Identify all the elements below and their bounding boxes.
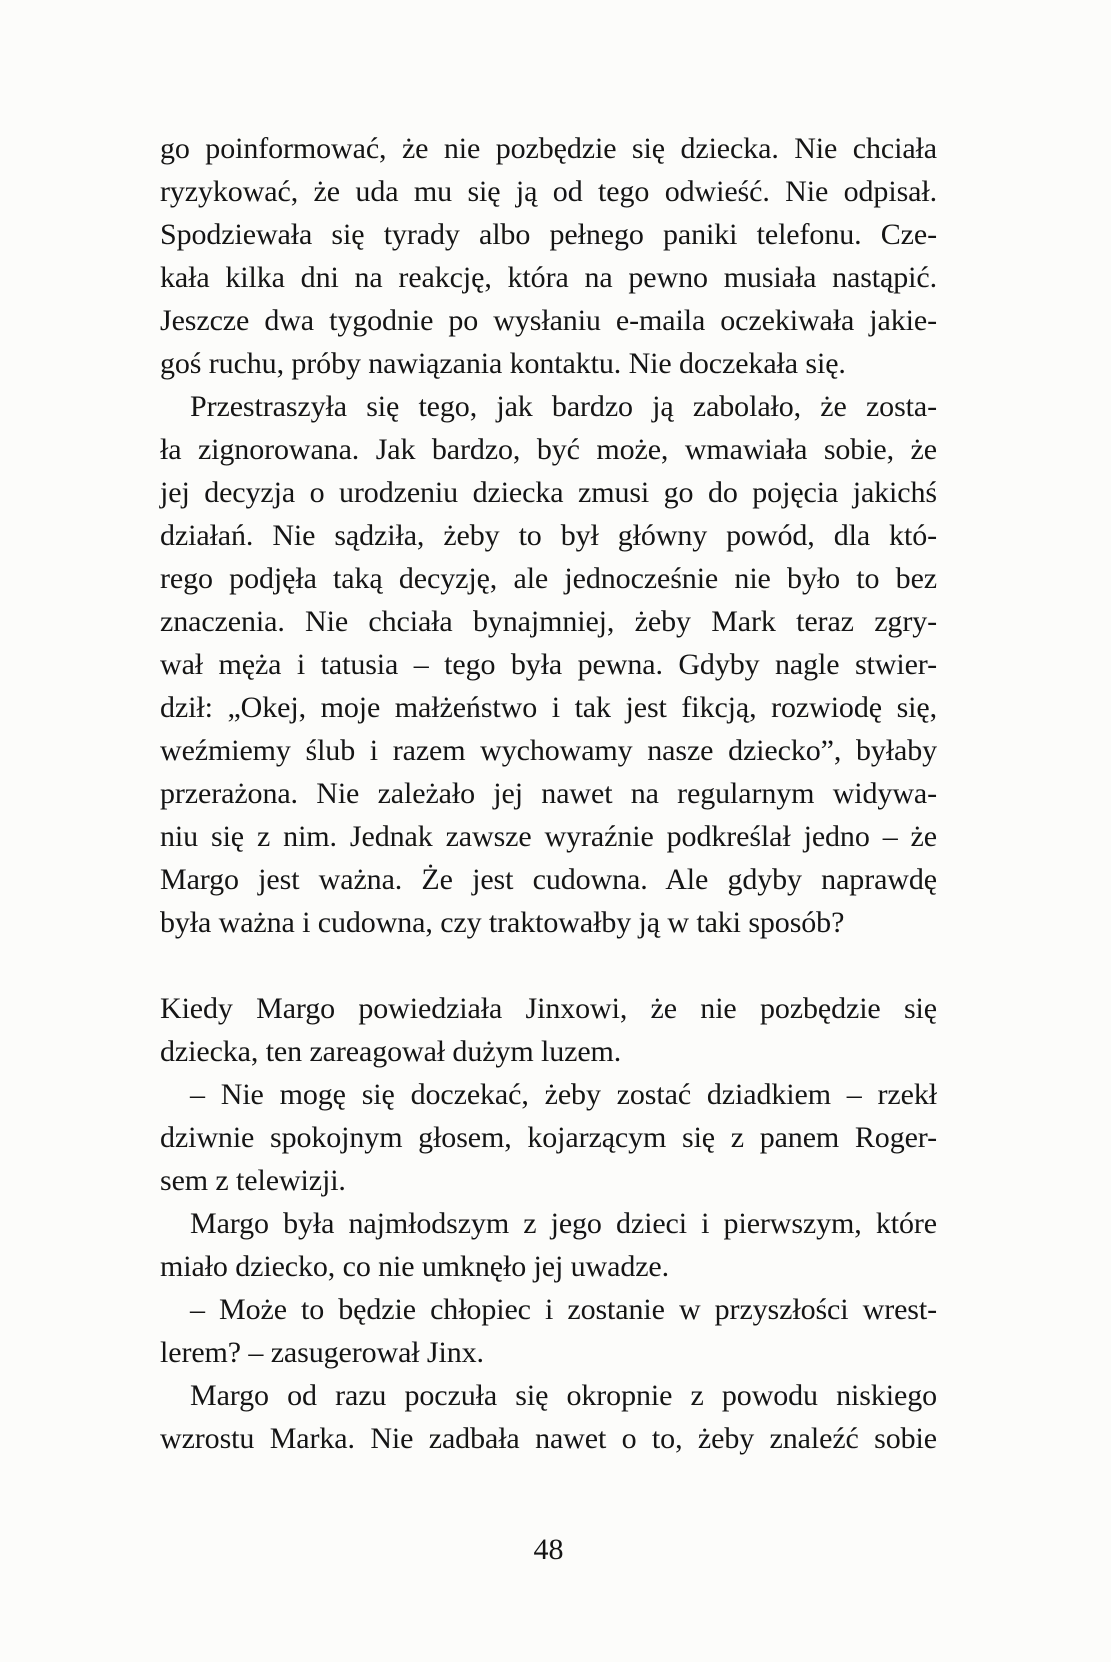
text-line: działań. Nie sądziła, żeby to był główny powód, dla któ- (160, 519, 937, 552)
paragraph (160, 987, 937, 1073)
text-line: Margo jest ważna. Że jest cudowna. Ale gdyby naprawdę (160, 863, 937, 896)
text-line: Margo od razu poczuła się okropnie z powodu niskiego (190, 1379, 937, 1412)
page-number: 48 (533, 1533, 564, 1566)
text-line: sem z telewizji. (160, 1164, 346, 1197)
text-line: weźmiemy ślub i razem wychowamy nasze dziecko”, byłaby (160, 734, 937, 767)
text-line: była ważna i cudowna, czy traktowałby ją w taki sposób? (160, 906, 845, 939)
text-line: rego podjęła taką decyzję, ale jednocześnie nie było to bez (160, 562, 937, 595)
text-line: – Może to będzie chłopiec i zostanie w przyszłości wrest- (190, 1293, 937, 1326)
text-line: go poinformować, że nie pozbędzie się dziecka. Nie chciała (160, 132, 937, 165)
paragraph (160, 1374, 937, 1460)
text-line: lerem? – zasugerował Jinx. (160, 1336, 484, 1369)
text-line: jej decyzja o urodzeniu dziecka zmusi go do pojęcia jakichś (160, 476, 937, 509)
text-line: wał męża i tatusia – tego była pewna. Gdyby nagle stwier- (160, 648, 937, 681)
text-line: Przestraszyła się tego, jak bardzo ją zabolało, że zosta- (190, 390, 937, 423)
text-block (160, 127, 937, 1460)
paragraph (160, 1202, 937, 1288)
text-line: Jeszcze dwa tygodnie po wysłaniu e-maila oczekiwała jakie- (160, 304, 937, 337)
text-line: znaczenia. Nie chciała bynajmniej, żeby Mark teraz zgry- (160, 605, 937, 638)
text-line: Kiedy Margo powiedziała Jinxowi, że nie pozbędzie się (160, 992, 937, 1025)
text-line: dził: „Okej, moje małżeństwo i tak jest fikcją, rozwiodę się, (160, 691, 937, 724)
paragraph (160, 127, 937, 385)
text-line: miało dziecko, co nie umknęło jej uwadze. (160, 1250, 670, 1283)
text-line: przerażona. Nie zależało jej nawet na regularnym widywa- (160, 777, 937, 810)
text-line: goś ruchu, próby nawiązania kontaktu. Nie doczekała się. (160, 347, 846, 380)
text-line: ryzykować, że uda mu się ją od tego odwieść. Nie odpisał. (160, 175, 937, 208)
paragraph (160, 1073, 937, 1202)
text-line: Spodziewała się tyrady albo pełnego paniki telefonu. Cze- (160, 218, 937, 251)
text-line: niu się z nim. Jednak zawsze wyraźnie podkreślał jedno – że (160, 820, 937, 853)
text-line: dziwnie spokojnym głosem, kojarzącym się z panem Roger- (160, 1121, 937, 1154)
text-line: – Nie mogę się doczekać, żeby zostać dziadkiem – rzekł (190, 1078, 937, 1111)
text-line: Margo była najmłodszym z jego dzieci i pierwszym, które (190, 1207, 937, 1240)
text-line: wzrostu Marka. Nie zadbała nawet o to, żeby znaleźć sobie (160, 1422, 937, 1455)
paragraph (160, 1288, 937, 1374)
paragraph (160, 385, 937, 944)
text-line: kała kilka dni na reakcję, która na pewno musiała nastąpić. (160, 261, 937, 294)
text-line: ła zignorowana. Jak bardzo, być może, wmawiała sobie, że (160, 433, 937, 466)
text-line: dziecka, ten zareagował dużym luzem. (160, 1035, 622, 1068)
